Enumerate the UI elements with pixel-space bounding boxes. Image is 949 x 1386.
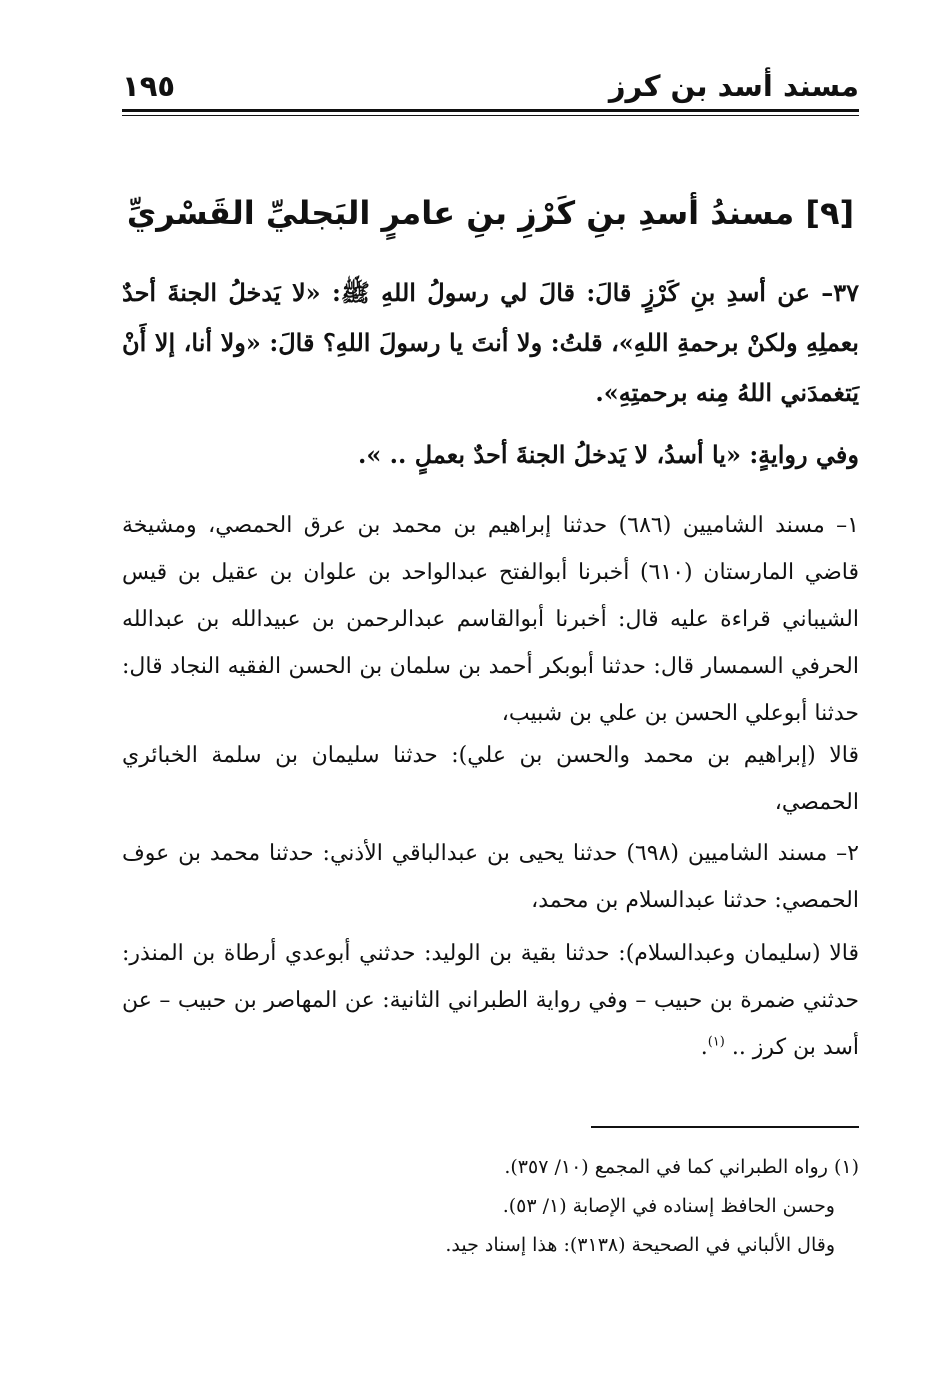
footnote-marker[interactable]: (١) — [707, 1034, 725, 1050]
footnote-rule — [591, 1126, 859, 1128]
isnad-paragraph-2: ٢– مسند الشاميين (٦٩٨) حدثنا يحيى بن عبدالباقي الأذني: حدثنا محمد بن عوف الحمصي: حدثنا عبدالسلام بن محمد، — [122, 841, 859, 913]
footnotes — [122, 1148, 859, 1265]
hadith-variant: وفي روايةٍ: «يا أسدُ، لا يَدخلُ الجنةَ أحدٌ بعملٍ .. ». — [357, 440, 859, 469]
running-header — [122, 58, 859, 106]
footnote-3: وقال الألباني في الصحيحة (٣١٣٨): هذا إسناد جيد. — [445, 1234, 835, 1256]
isnad-paragraph-3-end: . — [700, 1035, 708, 1060]
hadith-text: ٣٧– عن أسدِ بنِ كَرْزٍ قالَ: قالَ لي رسولُ اللهِ ﷺ: «لا يَدخلُ الجنةَ أحدٌ بعملِهِ ولكنْ برحمةِ اللهِ»، قلتُ: ولا أنتَ يا رسولَ اللهِ؟ قالَ: «ولا أنا، إلا أَنْ يَتغمدَني اللهُ مِنه برحمتِهِ». — [122, 278, 860, 407]
isnad-paragraph-3 — [122, 930, 859, 1071]
isnad-paragraph-1: ١– مسند الشاميين (٦٨٦) حدثنا إبراهيم بن محمد بن عرق الحمصي، ومشيخة قاضي المارستان (٦١٠) أخبرنا أبوالفتح عبدالواحد بن علوان بن عقيل بن قيس الشيباني قراءة عليه قال: أخبرنا أبوالقاسم عبدالرحمن بن عبيدالله بن عبدالله الحرفي السمسار قال: حدثنا أبوبكر أحمد بن سلمان بن الحسن الفقيه النجاد قال: حدثنا أبوعلي الحسن بن علي بن شبيب، — [122, 513, 860, 726]
section-title: [٩] مسندُ أسدِ بنِ كَرْزِ بنِ عامرٍ البَجليِّ القَسْريِّ — [126, 194, 855, 232]
isnad-paragraph-1b: قالا (إبراهيم بن محمد والحسن بن علي): حدثنا سليمان بن سلمة الخبائري الحمصي، — [122, 743, 859, 815]
isnad-paragraph-3-text: قالا (سليمان وعبدالسلام): حدثنا بقية بن الوليد: حدثني أبوعدي أرطاة بن المنذر: حدثني ضمرة بن حبيب – وفي رواية الطبراني الثانية: عن المهاصر بن حبيب – عن أسد بن كرز .. — [122, 941, 859, 1060]
header-rule-thin — [122, 115, 859, 116]
header-title: مسند أسد بن كرز — [608, 69, 859, 103]
footnote-2: وحسن الحافظ إسناده في الإصابة (١/ ٥٣). — [502, 1195, 835, 1217]
page-number: ١٩٥ — [122, 69, 176, 103]
header-rule-thick — [122, 109, 859, 112]
footnote-1: (١) رواه الطبراني كما في المجمع (١٠/ ٣٥٧). — [504, 1156, 859, 1178]
